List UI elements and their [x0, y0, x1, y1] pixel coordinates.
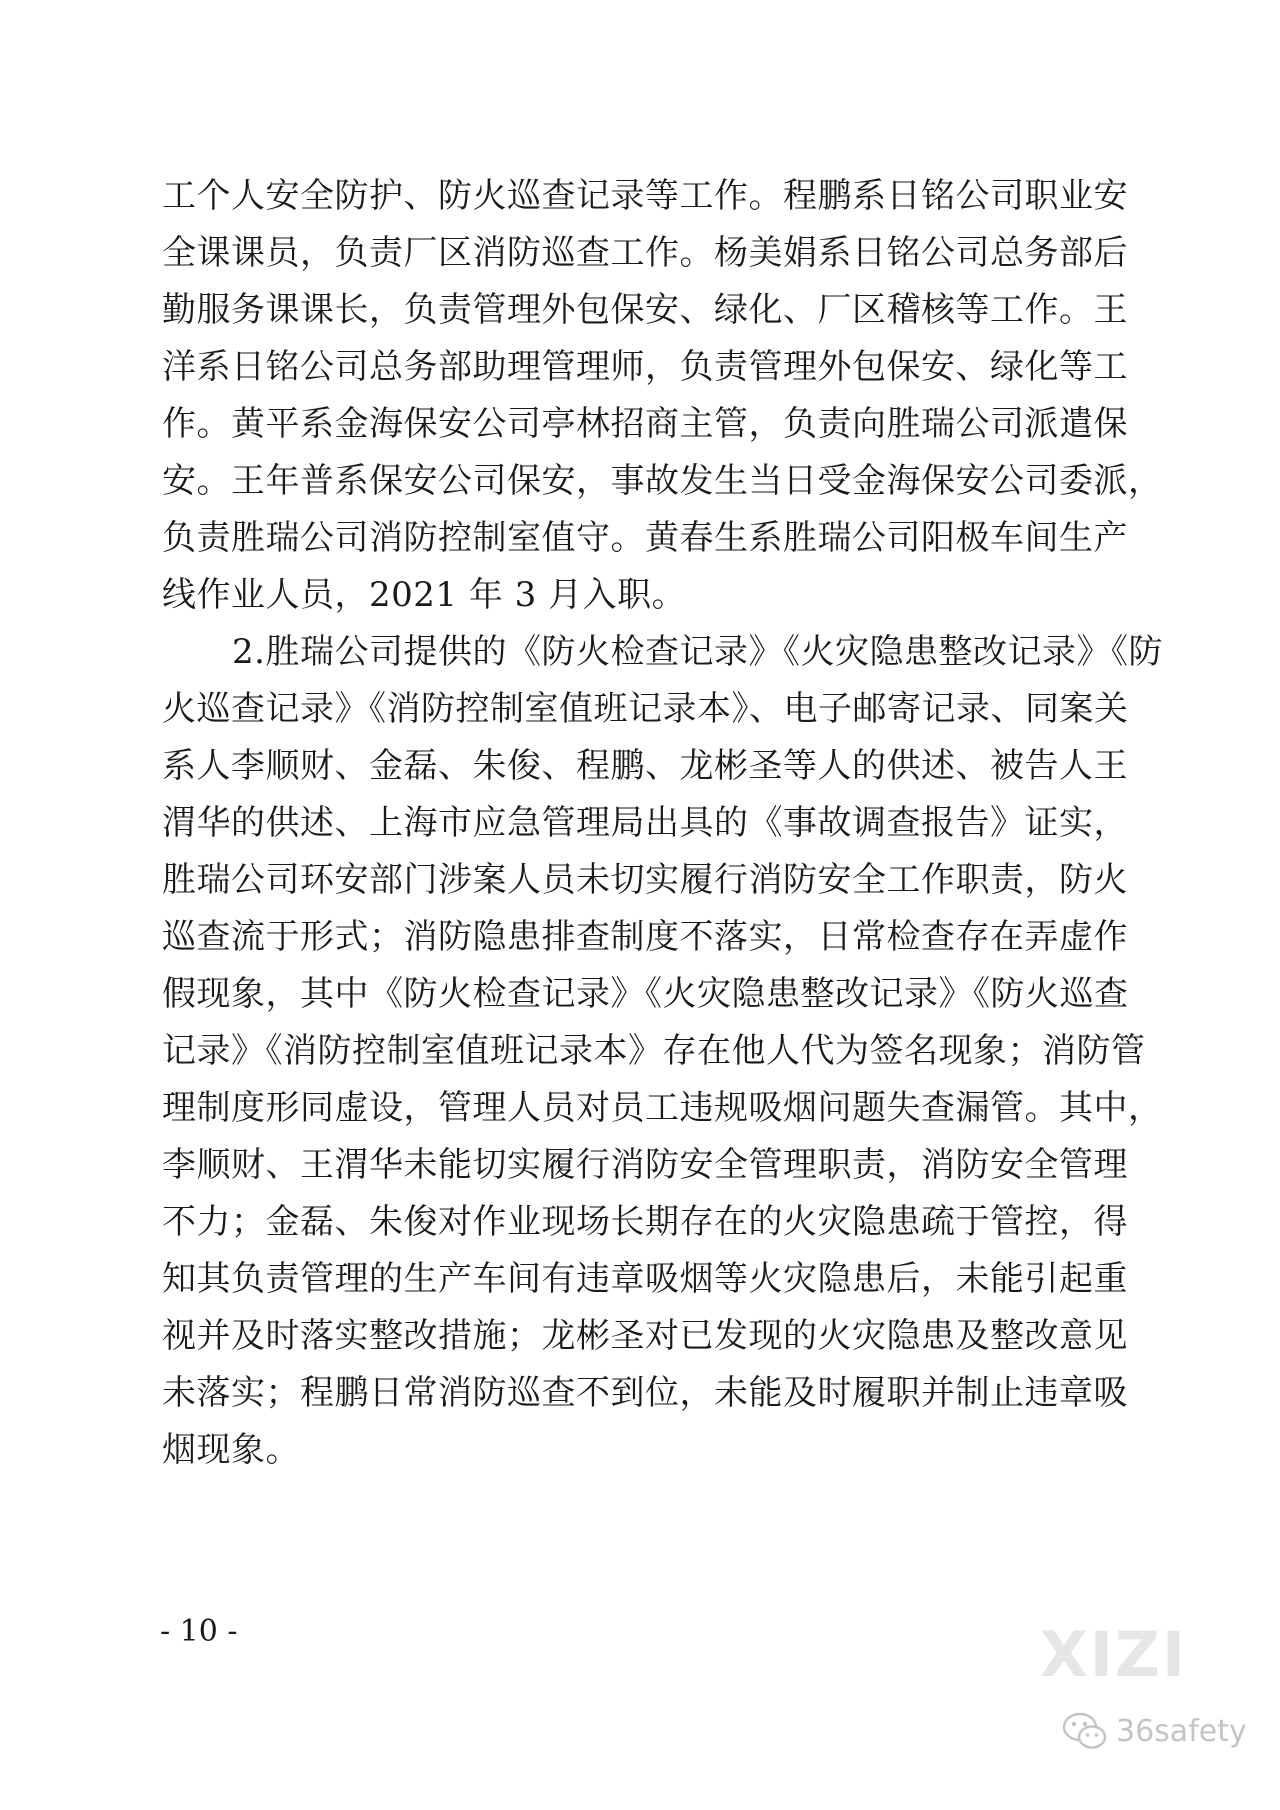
body-line: 火巡查记录》《消防控制室值班记录本》、电子邮寄记录、同案关	[162, 689, 1129, 729]
body-line: 未落实；程鹏日常消防巡查不到位，未能及时履职并制止违章吸	[162, 1373, 1128, 1413]
paragraph-start-line: 2.胜瑞公司提供的《防火检查记录》《火灾隐患整改记录》《防	[232, 632, 1163, 672]
body-line: 胜瑞公司环安部门涉案人员未切实履行消防安全工作职责，防火	[162, 860, 1128, 900]
wechat-watermark	[1062, 1708, 1247, 1754]
body-line: 线作业人员，2021 年 3 月入职。	[162, 575, 687, 615]
body-line: 巡查流于形式；消防隐患排查制度不落实，日常检查存在弄虚作	[162, 917, 1128, 957]
body-line: 安。王年普系保安公司保安，事故发生当日受金海保安公司委派，	[162, 461, 1163, 501]
body-line: 渭华的供述、上海市应急管理局出具的《事故调查报告》证实，	[162, 803, 1128, 843]
body-line: 负责胜瑞公司消防控制室值守。黄春生系胜瑞公司阳极车间生产	[162, 518, 1128, 558]
wechat-account-label: 36safety	[1116, 1713, 1247, 1749]
xizi-watermark: XIZI	[1040, 1618, 1187, 1691]
body-line: 作。黄平系金海保安公司亭林招商主管，负责向胜瑞公司派遣保	[162, 404, 1128, 444]
body-line: 假现象，其中《防火检查记录》《火灾隐患整改记录》《防火巡查	[162, 974, 1129, 1014]
wechat-icon	[1062, 1711, 1108, 1751]
body-line: 视并及时落实整改措施；龙彬圣对已发现的火灾隐患及整改意见	[162, 1316, 1128, 1356]
body-line: 知其负责管理的生产车间有违章吸烟等火灾隐患后，未能引起重	[162, 1259, 1128, 1299]
page-number: - 10 -	[160, 1614, 238, 1649]
body-line: 全课课员，负责厂区消防巡查工作。杨美娟系日铭公司总务部后	[162, 233, 1128, 273]
body-line: 不力；金磊、朱俊对作业现场长期存在的火灾隐患疏于管控，得	[162, 1202, 1128, 1242]
body-line: 记录》《消防控制室值班记录本》存在他人代为签名现象；消防管	[162, 1031, 1146, 1071]
body-line: 工个人安全防护、防火巡查记录等工作。程鹏系日铭公司职业安	[162, 176, 1128, 216]
body-line: 系人李顺财、金磊、朱俊、程鹏、龙彬圣等人的供述、被告人王	[162, 746, 1128, 786]
body-line: 洋系日铭公司总务部助理管理师，负责管理外包保安、绿化等工	[162, 347, 1128, 387]
body-line: 李顺财、王渭华未能切实履行消防安全管理职责，消防安全管理	[162, 1145, 1128, 1185]
body-line: 理制度形同虚设，管理人员对员工违规吸烟问题失查漏管。其中，	[162, 1088, 1163, 1128]
body-line: 勤服务课课长，负责管理外包保安、绿化、厂区稽核等工作。王	[162, 290, 1128, 330]
body-line: 烟现象。	[162, 1430, 300, 1470]
